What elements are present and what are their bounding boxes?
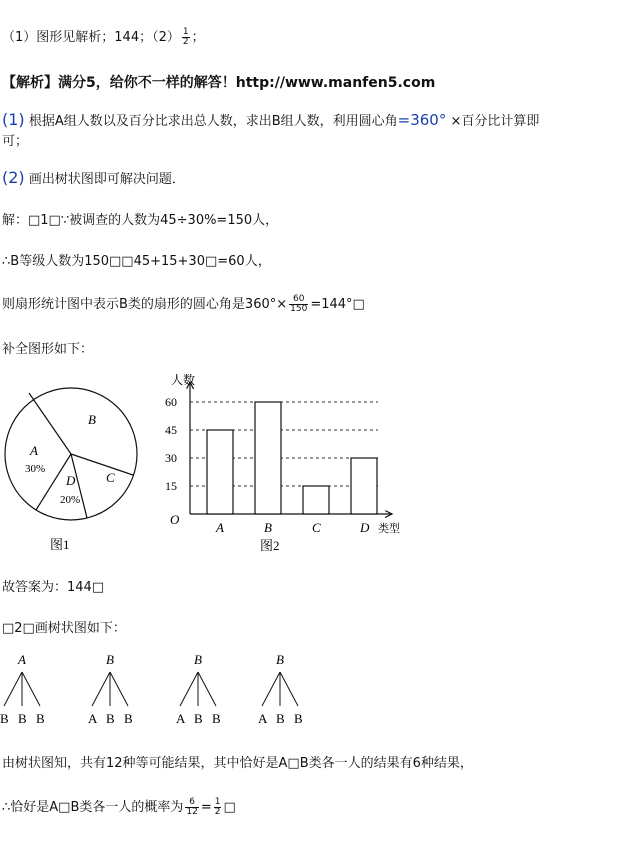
tree-leaf: A <box>176 711 186 726</box>
answer-144: 故答案为：144□ <box>2 580 105 595</box>
step1-text-b: ×百分比计算即 <box>450 114 540 129</box>
conclusion-fraction-2 <box>214 798 222 817</box>
x-tick-label: A <box>216 520 224 535</box>
tree-leaf: B <box>124 711 133 726</box>
step1-eq: =360° <box>397 111 447 129</box>
solution-line3 <box>2 293 365 314</box>
step1-text-c: 可； <box>2 134 29 149</box>
answer-line <box>2 26 205 47</box>
solution-line2: ∴B等级人数为150□□45+15+30□=60人， <box>2 254 271 269</box>
conclusion-line1: 由树状图知，共有12种等可能结果，其中恰好是A□B类各一人的结果有6种结果， <box>2 756 473 771</box>
conclusion-prefix: ∴恰好是A□B类各一人的概率为 <box>2 800 184 815</box>
pie-label-d: D <box>66 473 76 488</box>
fraction-denominator: 2 <box>214 807 221 817</box>
conclusion-suffix: □ <box>223 800 236 815</box>
x-tick-label: D <box>360 520 370 535</box>
fraction-numerator: 60 <box>289 295 308 305</box>
tree-branch <box>92 672 110 706</box>
x-axis-label: 类型 <box>378 523 400 535</box>
y-tick-label: 45 <box>165 423 177 437</box>
bar-caption: 图2 <box>260 538 280 553</box>
origin-label: O <box>170 512 180 527</box>
solution-line3-prefix: 则扇形统计图中表示B类的扇形的圆心角是360°× <box>2 297 288 312</box>
tree-leaf: B <box>212 711 221 726</box>
tree-leaf: A <box>258 711 268 726</box>
y-tick-label: 30 <box>165 451 177 465</box>
tree-1 <box>0 652 45 726</box>
tree-branch <box>280 672 298 706</box>
solution-line3-suffix: =144°□ <box>310 297 365 312</box>
fraction-numerator: 6 <box>185 798 198 808</box>
tree-3 <box>176 652 221 726</box>
bar-chart <box>160 370 410 560</box>
tree-4 <box>258 652 303 726</box>
bar-d <box>351 458 377 514</box>
tree-leaf: A <box>88 711 98 726</box>
y-tick-label: 15 <box>165 479 177 493</box>
solution-line1: 解：□1□∵被调查的人数为45÷30%=150人， <box>2 213 279 228</box>
step1-text-a: 根据A组人数以及百分比求出总人数，求出B组人数，利用圆心角 <box>28 114 398 129</box>
bar-b <box>255 402 281 514</box>
tree-branch <box>262 672 280 706</box>
analysis-header: 【解析】满分5，给你不一样的解答！http://www.manfen5.com <box>2 75 436 91</box>
x-tick-label: C <box>312 520 321 535</box>
tree-leaf: B <box>36 711 45 726</box>
tree-2 <box>88 652 133 726</box>
tree-root: A <box>18 652 26 667</box>
tree-branch <box>198 672 216 706</box>
bar-a <box>207 430 233 514</box>
pie-divider-bc <box>71 454 133 475</box>
tree-leaf: B <box>106 711 115 726</box>
fraction-denominator: 12 <box>186 807 198 817</box>
fraction-denominator: 150 <box>290 304 308 314</box>
fraction-denominator: 2 <box>182 37 189 47</box>
tree-branch <box>180 672 198 706</box>
tree-leaf: B <box>294 711 303 726</box>
tree-leaf: B <box>18 711 27 726</box>
tree-root: B <box>194 652 202 667</box>
pie-label-c: C <box>106 470 115 485</box>
step2-marker: (2) <box>2 168 25 187</box>
step1-marker: (1) <box>2 110 25 129</box>
bar-c <box>303 486 329 514</box>
step2-text: 画出树状图即可解决问题． <box>28 172 185 187</box>
fraction-numerator: 1 <box>182 27 189 37</box>
tree-root: B <box>276 652 284 667</box>
tree-branch <box>110 672 128 706</box>
conclusion-fraction-1 <box>185 798 198 817</box>
conclusion-line2 <box>2 796 236 817</box>
tree-branch <box>4 672 22 706</box>
step2-line <box>2 168 185 187</box>
tree-leaf: B <box>194 711 203 726</box>
x-tick-label: B <box>264 520 272 535</box>
conclusion-eq: = <box>200 800 212 815</box>
y-tick-label: 60 <box>165 395 177 409</box>
pie-label-a: A <box>30 443 38 458</box>
tree-root: B <box>106 652 114 667</box>
pie-label-b: B <box>88 412 96 427</box>
answer-fraction <box>182 28 190 47</box>
fraction-numerator: 1 <box>214 797 221 807</box>
pie-percent-a: 30% <box>25 463 46 475</box>
tree-leaf: B <box>276 711 285 726</box>
complete-figure-label: 补全图形如下： <box>2 342 94 357</box>
solution-line3-fraction <box>289 295 308 314</box>
answer-prefix: （1）图形见解析；144；（2） <box>2 30 180 45</box>
tree-diagram <box>0 650 320 730</box>
tree-branch <box>22 672 40 706</box>
y-axis-label: 人数 <box>171 373 196 387</box>
pie-caption: 图1 <box>50 537 70 552</box>
tree-leaf: B <box>0 711 9 726</box>
step1-line1 <box>2 110 539 129</box>
pie-chart <box>0 378 150 558</box>
answer-suffix: ； <box>191 30 205 45</box>
pie-percent-d: 20% <box>60 494 81 506</box>
step2-solution: □2□画树状图如下： <box>2 621 126 636</box>
